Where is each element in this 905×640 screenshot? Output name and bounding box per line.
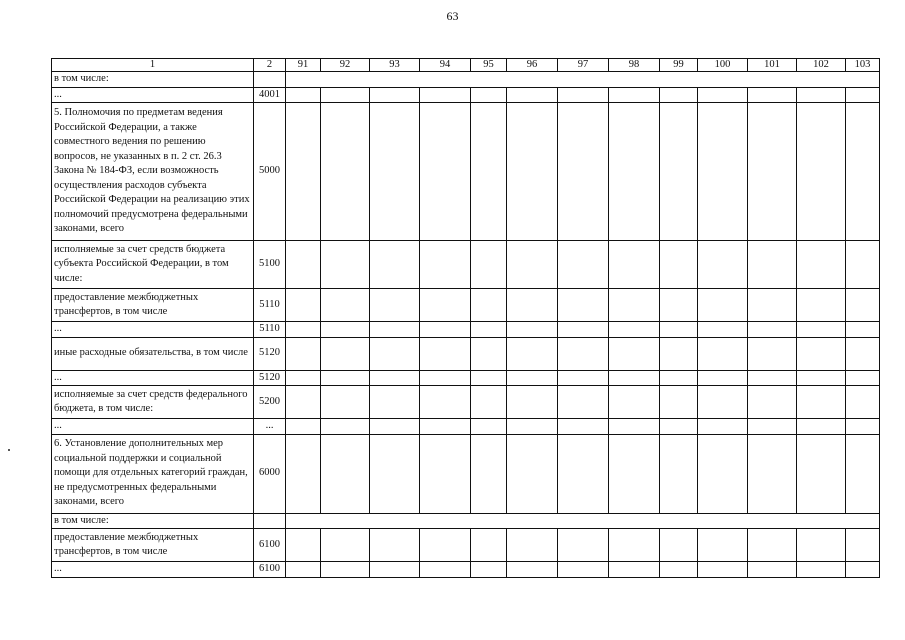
- row-label: 5. Полномочия по предметам ведения Российской Федерации, а также совместного ведения по решению вопросов, не указанных в п. 2 ст. 26.3 Закона № 184-ФЗ, если возможность осуществления расходов субъекта Российской Федерации на реализацию этих полномочий предусмотрена федеральными законами, всего: [52, 103, 254, 241]
- data-cell: [748, 289, 797, 322]
- data-cell: [420, 87, 471, 103]
- table-row: [52, 419, 880, 435]
- data-cell: [846, 87, 880, 103]
- data-cell: [797, 386, 846, 419]
- data-cell: [660, 529, 698, 562]
- data-cell: [507, 529, 558, 562]
- data-cell: [698, 562, 748, 578]
- data-cell: [748, 337, 797, 370]
- data-cell: [420, 529, 471, 562]
- data-cell: [507, 337, 558, 370]
- data-cell: [370, 87, 420, 103]
- data-cell: [321, 103, 370, 241]
- data-cell: [471, 529, 507, 562]
- column-header-92: 92: [321, 59, 370, 72]
- data-cell: [698, 434, 748, 513]
- data-cell: [660, 370, 698, 386]
- data-cell: [321, 241, 370, 289]
- data-cell: [698, 386, 748, 419]
- column-header-101: 101: [748, 59, 797, 72]
- data-cell: [609, 87, 660, 103]
- data-cell: [660, 241, 698, 289]
- data-cell: [286, 419, 321, 435]
- data-cell: [420, 562, 471, 578]
- data-cell: [370, 241, 420, 289]
- data-cell: [797, 103, 846, 241]
- data-cell: [748, 419, 797, 435]
- data-cell: [286, 87, 321, 103]
- data-cell: [471, 322, 507, 338]
- data-cell: [846, 322, 880, 338]
- row-label: ...: [52, 562, 254, 578]
- data-cell: [698, 289, 748, 322]
- row-code: ...: [254, 419, 286, 435]
- data-cell: [471, 289, 507, 322]
- row-label: предоставление межбюджетных трансфертов, в том числе: [52, 529, 254, 562]
- row-code: 5000: [254, 103, 286, 241]
- data-cell: [321, 419, 370, 435]
- table-row: [52, 386, 880, 419]
- column-header-2: 2: [254, 59, 286, 72]
- data-cell: [660, 103, 698, 241]
- data-cell: [286, 529, 321, 562]
- table-row: [52, 337, 880, 370]
- data-cell: [846, 241, 880, 289]
- data-cell: [660, 337, 698, 370]
- data-cell: [507, 386, 558, 419]
- row-code: 5110: [254, 289, 286, 322]
- data-cell: [321, 562, 370, 578]
- column-header-91: 91: [286, 59, 321, 72]
- table-row: [52, 513, 880, 529]
- row-code: [254, 72, 286, 88]
- data-cell: [698, 322, 748, 338]
- data-cell: [507, 103, 558, 241]
- column-header-95: 95: [471, 59, 507, 72]
- data-cell: [748, 529, 797, 562]
- data-cell: [558, 419, 609, 435]
- row-code: 4001: [254, 87, 286, 103]
- page-number: 63: [446, 9, 459, 23]
- data-cell: [321, 289, 370, 322]
- data-cell: [507, 289, 558, 322]
- data-cell: [507, 419, 558, 435]
- column-header-93: 93: [370, 59, 420, 72]
- column-header-97: 97: [558, 59, 609, 72]
- data-cell: [797, 337, 846, 370]
- row-label: исполняемые за счет средств бюджета субъекта Российской Федерации, в том числе:: [52, 241, 254, 289]
- data-cell: [698, 337, 748, 370]
- row-label: исполняемые за счет средств федерального бюджета, в том числе:: [52, 386, 254, 419]
- row-label: в том числе:: [52, 513, 254, 529]
- data-cell: [420, 289, 471, 322]
- table-row: [52, 322, 880, 338]
- data-cell: [286, 386, 321, 419]
- data-cell: [321, 87, 370, 103]
- data-cell: [797, 529, 846, 562]
- data-cell: [420, 337, 471, 370]
- data-cell: [748, 87, 797, 103]
- table-row: [52, 529, 880, 562]
- data-cell: [286, 337, 321, 370]
- row-label: ...: [52, 322, 254, 338]
- data-cell: [609, 370, 660, 386]
- table-row: [52, 434, 880, 513]
- row-code: 6100: [254, 529, 286, 562]
- data-cell: [797, 370, 846, 386]
- data-cell: [558, 434, 609, 513]
- row-code: 5100: [254, 241, 286, 289]
- row-label: ...: [52, 370, 254, 386]
- data-cell: [797, 289, 846, 322]
- data-cell: [370, 529, 420, 562]
- data-cell: [609, 289, 660, 322]
- row-label: предоставление межбюджетных трансфертов, в том числе: [52, 289, 254, 322]
- table-row: [52, 289, 880, 322]
- data-cell: [321, 386, 370, 419]
- column-header-96: 96: [507, 59, 558, 72]
- data-cell: [748, 386, 797, 419]
- column-header-100: 100: [698, 59, 748, 72]
- data-cell: [286, 103, 321, 241]
- column-header-1: 1: [52, 59, 254, 72]
- data-cell: [797, 419, 846, 435]
- data-cell: [748, 103, 797, 241]
- data-cell: [609, 529, 660, 562]
- data-cell: [471, 103, 507, 241]
- data-cell: [370, 419, 420, 435]
- table-row: [52, 241, 880, 289]
- data-cell: [609, 562, 660, 578]
- data-cell: [370, 289, 420, 322]
- data-cell: [471, 386, 507, 419]
- data-cell: [558, 370, 609, 386]
- data-cell: [420, 103, 471, 241]
- data-cell: [609, 434, 660, 513]
- row-code: 5110: [254, 322, 286, 338]
- data-cell: [846, 289, 880, 322]
- data-cell: [609, 322, 660, 338]
- data-cell: [846, 562, 880, 578]
- data-cell: [558, 289, 609, 322]
- data-cell: [558, 103, 609, 241]
- data-cell: [286, 322, 321, 338]
- row-label: ...: [52, 87, 254, 103]
- data-cell: [698, 370, 748, 386]
- row-label: ...: [52, 419, 254, 435]
- data-cell: [797, 562, 846, 578]
- data-cell: [420, 322, 471, 338]
- table-row: [52, 87, 880, 103]
- data-cell: [846, 434, 880, 513]
- data-cell: [420, 434, 471, 513]
- table-row: [52, 370, 880, 386]
- table-body: [52, 72, 880, 578]
- data-cell: [660, 87, 698, 103]
- data-cell: [471, 419, 507, 435]
- data-cell: [609, 337, 660, 370]
- data-cell: [507, 241, 558, 289]
- merged-empty-cell: [286, 72, 880, 88]
- data-cell: [286, 370, 321, 386]
- data-cell: [370, 322, 420, 338]
- data-cell: [321, 337, 370, 370]
- table-row: [52, 562, 880, 578]
- data-cell: [370, 386, 420, 419]
- table-row: [52, 72, 880, 88]
- data-cell: [558, 322, 609, 338]
- data-cell: [507, 322, 558, 338]
- data-cell: [321, 434, 370, 513]
- data-cell: [846, 529, 880, 562]
- data-cell: [558, 87, 609, 103]
- data-cell: [321, 370, 370, 386]
- data-cell: [370, 562, 420, 578]
- data-cell: [558, 241, 609, 289]
- data-cell: [471, 434, 507, 513]
- data-cell: [846, 386, 880, 419]
- data-cell: [660, 419, 698, 435]
- row-code: 5120: [254, 370, 286, 386]
- data-cell: [698, 419, 748, 435]
- merged-empty-cell: [286, 513, 880, 529]
- data-cell: [471, 562, 507, 578]
- data-cell: [748, 434, 797, 513]
- column-header-98: 98: [609, 59, 660, 72]
- data-cell: [286, 434, 321, 513]
- data-cell: [420, 241, 471, 289]
- column-header-102: 102: [797, 59, 846, 72]
- budget-table: [51, 58, 880, 578]
- data-cell: [797, 322, 846, 338]
- column-header-94: 94: [420, 59, 471, 72]
- stray-mark: [8, 449, 10, 451]
- data-cell: [558, 386, 609, 419]
- row-code: 5200: [254, 386, 286, 419]
- data-cell: [286, 562, 321, 578]
- data-cell: [558, 337, 609, 370]
- data-cell: [471, 241, 507, 289]
- data-cell: [420, 419, 471, 435]
- data-cell: [660, 434, 698, 513]
- data-cell: [698, 103, 748, 241]
- data-cell: [748, 370, 797, 386]
- data-cell: [660, 386, 698, 419]
- data-cell: [748, 241, 797, 289]
- data-cell: [797, 87, 846, 103]
- data-cell: [698, 87, 748, 103]
- data-cell: [846, 370, 880, 386]
- data-cell: [370, 434, 420, 513]
- data-cell: [797, 434, 846, 513]
- data-cell: [321, 529, 370, 562]
- data-cell: [420, 370, 471, 386]
- column-header-99: 99: [660, 59, 698, 72]
- data-cell: [420, 386, 471, 419]
- row-code: 6100: [254, 562, 286, 578]
- data-cell: [698, 529, 748, 562]
- data-cell: [370, 103, 420, 241]
- data-cell: [370, 370, 420, 386]
- data-cell: [609, 103, 660, 241]
- data-cell: [558, 562, 609, 578]
- data-cell: [286, 241, 321, 289]
- row-label: в том числе:: [52, 72, 254, 88]
- data-cell: [286, 289, 321, 322]
- data-cell: [609, 419, 660, 435]
- data-cell: [609, 386, 660, 419]
- data-cell: [507, 434, 558, 513]
- row-code: [254, 513, 286, 529]
- data-cell: [660, 322, 698, 338]
- data-cell: [609, 241, 660, 289]
- data-cell: [660, 289, 698, 322]
- column-header-103: 103: [846, 59, 880, 72]
- row-code: 5120: [254, 337, 286, 370]
- data-cell: [846, 337, 880, 370]
- header-row: [52, 59, 880, 72]
- data-cell: [698, 241, 748, 289]
- table-row: [52, 103, 880, 241]
- data-cell: [507, 370, 558, 386]
- row-label: 6. Установление дополнительных мер социальной поддержки и социальной помощи для отдельных категорий граждан, не предусмотренных федеральными законами, всего: [52, 434, 254, 513]
- data-cell: [321, 322, 370, 338]
- data-cell: [748, 562, 797, 578]
- data-cell: [471, 370, 507, 386]
- data-cell: [471, 87, 507, 103]
- data-cell: [507, 562, 558, 578]
- data-cell: [507, 87, 558, 103]
- data-cell: [797, 241, 846, 289]
- data-cell: [471, 337, 507, 370]
- data-cell: [660, 562, 698, 578]
- data-cell: [748, 322, 797, 338]
- data-cell: [846, 103, 880, 241]
- data-cell: [846, 419, 880, 435]
- row-code: 6000: [254, 434, 286, 513]
- data-cell: [370, 337, 420, 370]
- data-cell: [558, 529, 609, 562]
- row-label: иные расходные обязательства, в том числе: [52, 337, 254, 370]
